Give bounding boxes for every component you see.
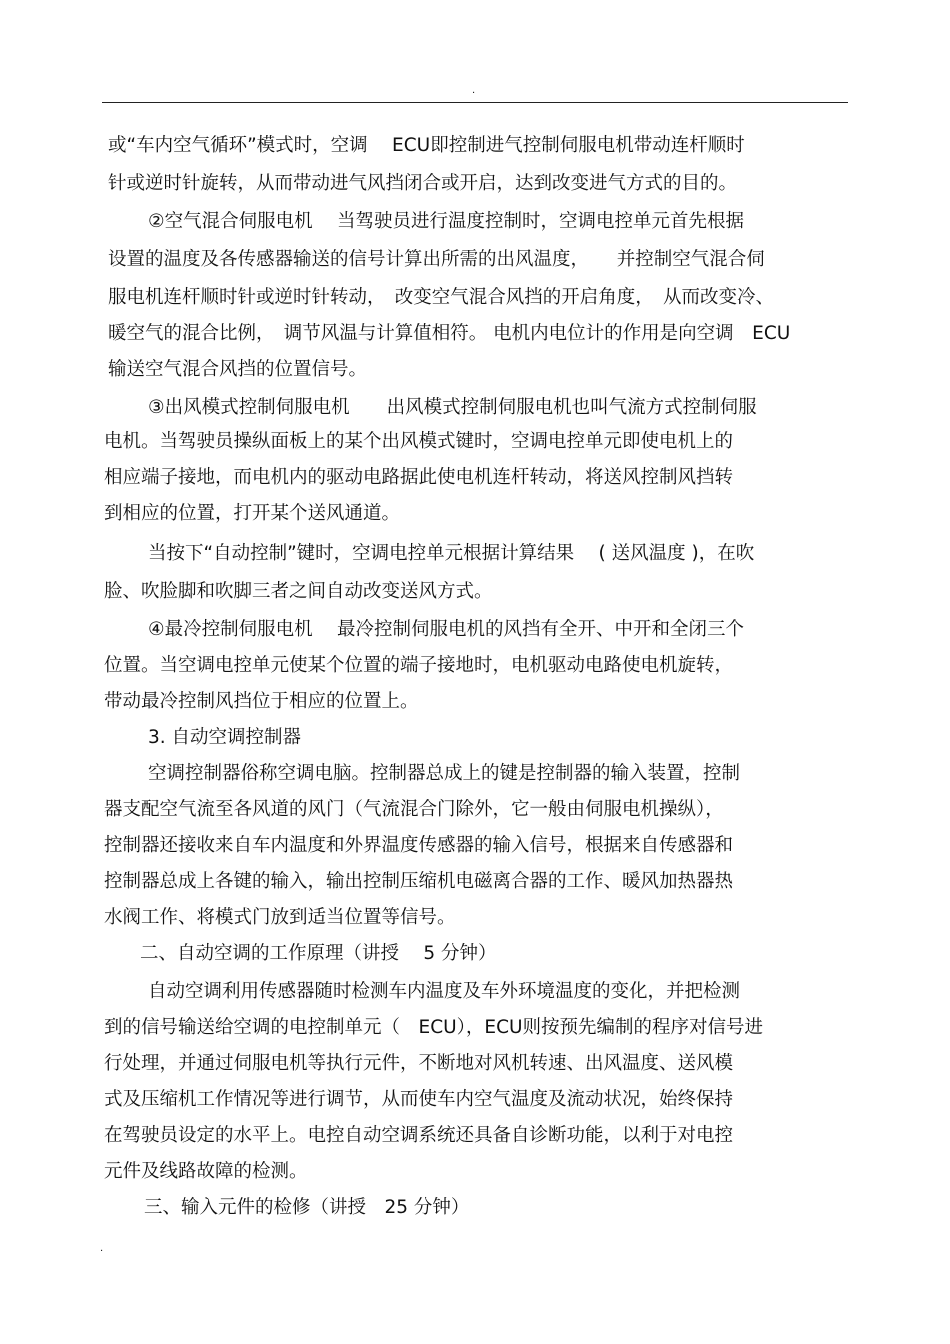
- text-line: 针或逆时针旋转，从而带动进气风挡闭合或开启，达到改变进气方式的目的。: [108, 173, 738, 194]
- text-line: 控制器总成上各键的输入，输出控制压缩机电磁离合器的工作、暖风加热器热: [104, 871, 734, 892]
- text-line: 位置。当空调电控单元使某个位置的端子接地时，电机驱动电路使电机旋转，: [104, 655, 734, 676]
- text-line: 设置的温度及各传感器输送的信号计算出所需的出风温度， 并控制空气混合伺: [108, 249, 765, 270]
- footer-mark: .: [100, 1243, 104, 1254]
- text-line: 脸、吹脸脚和吹脚三者之间自动改变送风方式。: [104, 581, 493, 602]
- text-line: 暖空气的混合比例， 调节风温与计算值相符。 电机内电位计的作用是向空调 ECU: [108, 323, 791, 344]
- text-line: 式及压缩机工作情况等进行调节，从而使车内空气温度及流动状况，始终保持: [104, 1089, 734, 1110]
- header-rule: [102, 102, 848, 103]
- text-line: 或“车内空气循环”模式时，空调 ECU即控制进气控制伺服电机带动连杆顺时: [108, 135, 745, 156]
- text-line: 服电机连杆顺时针或逆时针转动， 改变空气混合风挡的开启角度， 从而改变冷、: [108, 287, 775, 308]
- text-line: 相应端子接地，而电机内的驱动电路据此使电机连杆转动，将送风控制风挡转: [104, 467, 734, 488]
- text-line: 到的信号输送给空调的电控制单元（ ECU），ECU则按预先编制的程序对信号进: [104, 1017, 764, 1038]
- text-line: 到相应的位置，打开某个送风通道。: [104, 503, 401, 524]
- section-heading: 3. 自动空调控制器: [148, 727, 302, 748]
- text-line: 电机。当驾驶员操纵面板上的某个出风模式键时，空调电控单元即使电机上的: [104, 431, 734, 452]
- text-line: 空调控制器俗称空调电脑。控制器总成上的键是控制器的输入装置，控制: [148, 763, 741, 784]
- text-line: 水阀工作、将模式门放到适当位置等信号。: [104, 907, 456, 928]
- text-line: 输送空气混合风挡的位置信号。: [108, 359, 368, 380]
- header-mark: .: [472, 85, 476, 96]
- section-heading: 三、输入元件的检修（讲授 25 分钟）: [144, 1197, 470, 1218]
- text-line: 元件及线路故障的检测。: [104, 1161, 308, 1182]
- text-line: 控制器还接收来自车内温度和外界温度传感器的输入信号，根据来自传感器和: [104, 835, 734, 856]
- text-line: 当按下“自动控制”键时，空调电控单元根据计算结果 ( 送风温度 )，在吹: [148, 543, 755, 564]
- section-heading: 二、自动空调的工作原理（讲授 5 分钟）: [140, 943, 497, 964]
- text-line: 自动空调利用传感器随时检测车内温度及车外环境温度的变化，并把检测: [148, 981, 741, 1002]
- text-line: ④最冷控制伺服电机 最冷控制伺服电机的风挡有全开、中开和全闭三个: [148, 619, 744, 640]
- text-line: 器支配空气流至各风道的风门（气流混合门除外，它一般由伺服电机操纵），: [104, 799, 724, 820]
- text-line: 行处理，并通过伺服电机等执行元件，不断地对风机转速、出风温度、送风模: [104, 1053, 734, 1074]
- text-line: ③出风模式控制伺服电机 出风模式控制伺服电机也叫气流方式控制伺服: [148, 397, 757, 418]
- text-line: 带动最冷控制风挡位于相应的位置上。: [104, 691, 419, 712]
- text-line: ②空气混合伺服电机 当驾驶员进行温度控制时，空调电控单元首先根据: [148, 211, 744, 232]
- text-line: 在驾驶员设定的水平上。电控自动空调系统还具备自诊断功能，以利于对电控: [104, 1125, 734, 1146]
